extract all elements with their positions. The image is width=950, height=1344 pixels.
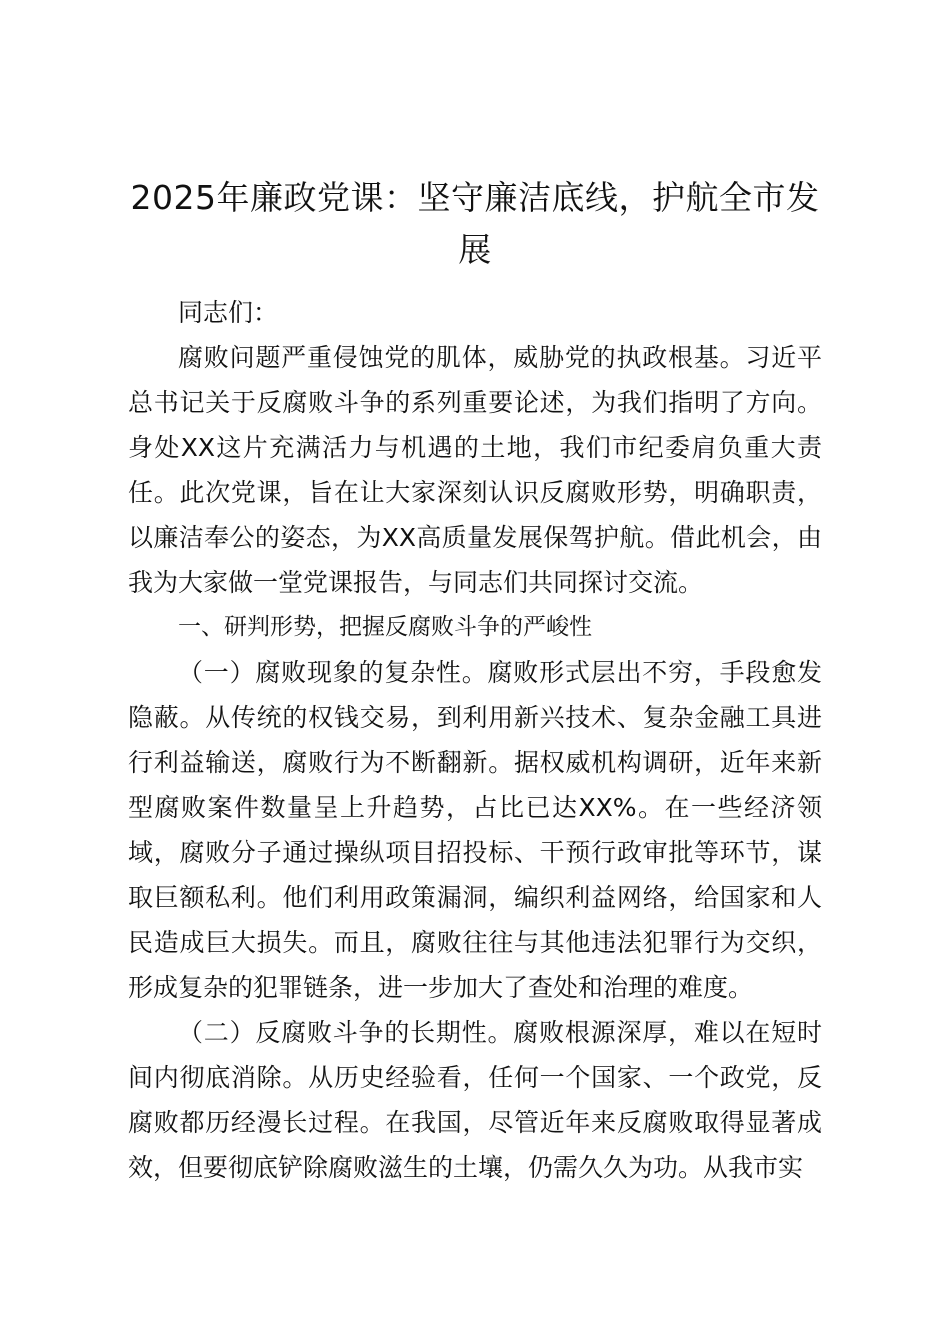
section-heading: 一、研判形势，把握反腐败斗争的严峻性 [178, 614, 592, 640]
section-paragraph-2: （二）反腐败斗争的长期性。腐败根源深厚，难以在短时间内彻底消除。从历史经验看，任何一个国家、一个政党，反腐败都历经漫长过程。在我国，尽管近年来反腐败取得显著成效，但要彻底铲除腐败滋生的土壤，仍需久久为功。从我市实 [128, 1018, 822, 1182]
intro-paragraph: 腐败问题严重侵蚀党的肌体，威胁党的执政根基。习近平总书记关于反腐败斗争的系列重要论述，为我们指明了方向。身处XX这片充满活力与机遇的土地，我们市纪委肩负重大责任。此次党课，旨在让大家深刻认识反腐败形势，明确职责，以廉洁奉公的姿态，为XX高质量发展保驾护航。借此机会，由我为大家做一堂党课报告，与同志们共同探讨交流。 [128, 343, 822, 597]
document-title: 2025年廉政党课：坚守廉洁底线，护航全市发展 [130, 178, 820, 269]
salutation: 同志们： [178, 298, 279, 327]
document-page [128, 172, 822, 1190]
section-paragraph-1: （一）腐败现象的复杂性。腐败形式层出不穷，手段愈发隐蔽。从传统的权钱交易，到利用新兴技术、复杂金融工具进行利益输送，腐败行为不断翻新。据权威机构调研，近年来新型腐败案件数量呈上升趋势，占比已达XX%。在一些经济领域，腐败分子通过操纵项目招投标、干预行政审批等环节，谋取巨额私利。他们利用政策漏洞，编织利益网络，给国家和人民造成巨大损失。而且，腐败往往与其他违法犯罪行为交织，形成复杂的犯罪链条，进一步加大了查处和治理的难度。 [128, 658, 822, 1002]
